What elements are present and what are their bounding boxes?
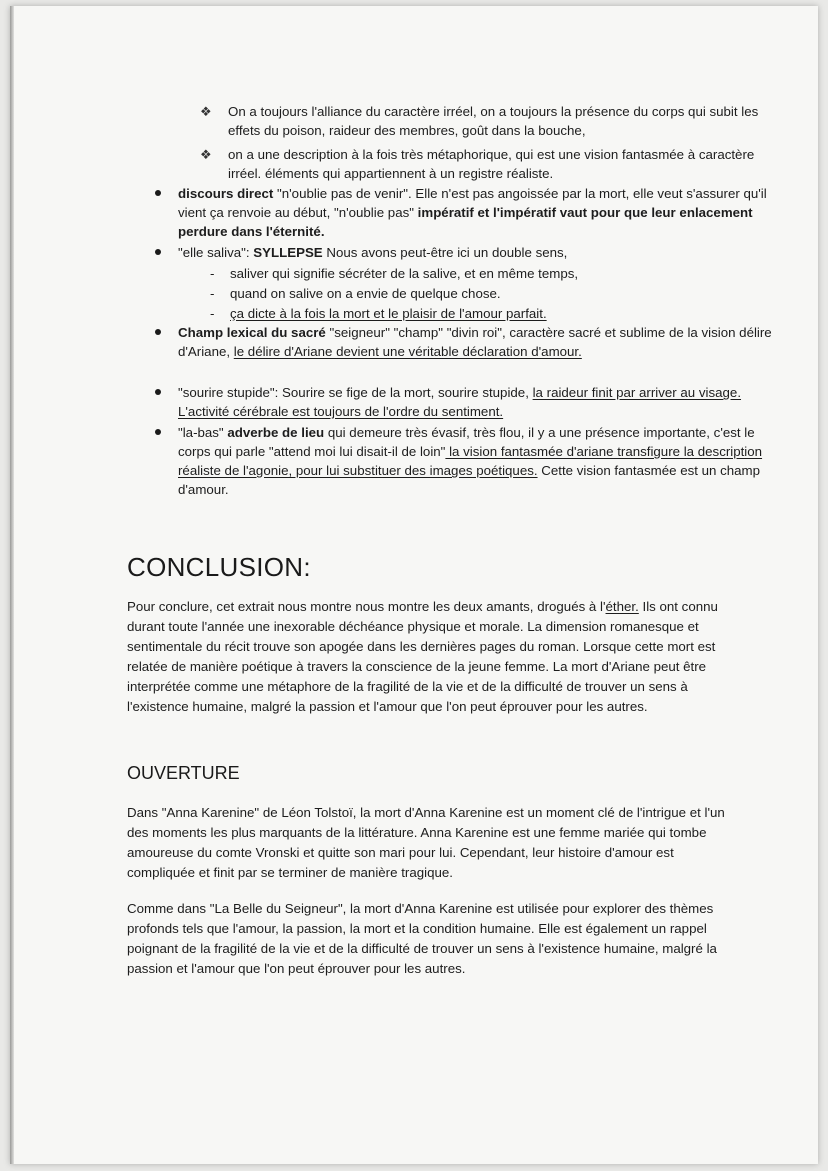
bullet-dot-icon xyxy=(155,190,161,196)
ouverture-paragraph-1: Dans "Anna Karenine" de Léon Tolstoï, la mort d'Anna Karenine est un moment clé de l'intrigue et l'un des moments les plus marquants de la littérature. Anna Karenine est une femme mariée qui tombe amoureuse du comte Vronski et quitte son mari pour lui. Cependant, leur histoire d'amour est compliquée et finit par se terminer de manière tragique. xyxy=(127,805,725,880)
paragraph-text: Ils ont connu durant toute l'année une inexorable déchéance physique et morale. La dimension romanesque et sentimentale du récit trouve son apogée dans les dernières pages du roman. Lorsque cette mort est relatée de manière poétique à travers la conscience de la jeune femme. La mort d'Ariane peut être interprétée comme une métaphore de la fragilité de la vie et de la difficulté de trouver un sens à l'existence humaine, malgré la passion et l'amour que l'on peut éprouver pour les autres. xyxy=(127,599,718,714)
dash-item xyxy=(210,284,750,303)
sub-item xyxy=(200,102,776,140)
bullet-text: Cette vision fantasmée est un champ d'amour. xyxy=(178,463,761,497)
scanned-page xyxy=(10,6,818,1164)
bullet-text: "seigneur" "champ" "divin roi", caractère sacré et sublime de la vision délire d'Ariane, xyxy=(178,325,772,359)
bullet-text: "la-bas" xyxy=(178,425,228,440)
bullet-item xyxy=(155,423,776,499)
bold-term: Champ lexical du sacré xyxy=(178,325,326,340)
bold-term: adverbe de lieu xyxy=(227,425,325,440)
underlined-text: le délire d'Ariane devient une véritable déclaration d'amour. xyxy=(233,344,582,359)
bold-term: SYLLEPSE xyxy=(253,245,323,260)
sub-item-text: on a une description à la fois très métaphorique, qui est une vision fantasmée à caractère irréel. éléments qui appartiennent à un registre réaliste. xyxy=(228,147,755,181)
bullet-dot-icon xyxy=(155,329,161,335)
dash-marker: - xyxy=(210,266,215,281)
underlined-text: la vision fantasmée d'ariane transfigure la description réaliste de l'agonie, pour lui substituer des images poétiques. xyxy=(178,444,763,478)
dash-item xyxy=(210,304,750,323)
underlined-word: éther. xyxy=(605,599,639,614)
conclusion-heading: CONCLUSION: xyxy=(127,552,311,582)
diamond-bullet-icon: ❖ xyxy=(200,147,212,162)
bullet-item xyxy=(155,323,776,361)
sub-item xyxy=(200,145,776,183)
sub-item-text: On a toujours l'alliance du caractère irréel, on a toujours la présence du corps qui subit les effets du poison, raideur des membres, goût dans la bouche, xyxy=(228,104,759,138)
bullet-text: "elle saliva": xyxy=(178,245,254,260)
underlined-text: la raideur finit par arriver au visage. L'activité cérébrale est toujours de l'ordre du sentiment. xyxy=(178,385,742,419)
bullet-dot-icon xyxy=(155,429,161,435)
bold-term: discours direct xyxy=(178,186,274,201)
bullet-item xyxy=(155,184,776,241)
paragraph-text: Pour conclure, cet extrait nous montre nous montre les deux amants, drogués à l' xyxy=(127,599,606,614)
ouverture-heading: OUVERTURE xyxy=(127,763,240,783)
bullet-dot-icon xyxy=(155,249,161,255)
dash-item xyxy=(210,264,750,283)
dash-text: quand on salive on a envie de quelque chose. xyxy=(230,286,501,301)
bold-term: impératif et l'impératif vaut pour que leur enlacement perdure dans l'éternité. xyxy=(178,205,753,239)
bullet-text: "sourire stupide": Sourire se fige de la mort, sourire stupide, xyxy=(178,385,533,400)
ouverture-paragraph-2: Comme dans "La Belle du Seigneur", la mort d'Anna Karenine est utilisée pour explorer des thèmes profonds tels que l'amour, la passion, la mort et la condition humaine. Elle est également un rappel poignant de la fragilité de la vie et de la difficulté de trouver un sens à l'existence humaine, malgré la passion et l'amour que l'on peut éprouver pour les autres. xyxy=(127,901,717,976)
diamond-bullet-icon: ❖ xyxy=(200,104,212,119)
bullet-item xyxy=(155,383,776,421)
dash-marker: - xyxy=(210,286,215,301)
conclusion-paragraph xyxy=(127,597,743,717)
bullet-text: Nous avons peut-être ici un double sens, xyxy=(322,245,568,260)
bullet-dot-icon xyxy=(155,389,161,395)
dash-text: saliver qui signifie sécréter de la salive, et en même temps, xyxy=(230,266,579,281)
dash-text-underlined: ça dicte à la fois la mort et le plaisir de l'amour parfait. xyxy=(230,306,547,321)
bullet-text: qui demeure très évasif, très flou, il y a une présence importante, c'est le corps qui parle "attend moi lui disait-il de loin" xyxy=(178,425,755,459)
dash-marker: - xyxy=(210,306,215,321)
bullet-item xyxy=(155,243,776,262)
bullet-text: "n'oublie pas de venir". Elle n'est pas angoissée par la mort, elle veut s'assurer qu'il vient ça renvoie au début, "n'oublie pas" xyxy=(178,186,767,220)
